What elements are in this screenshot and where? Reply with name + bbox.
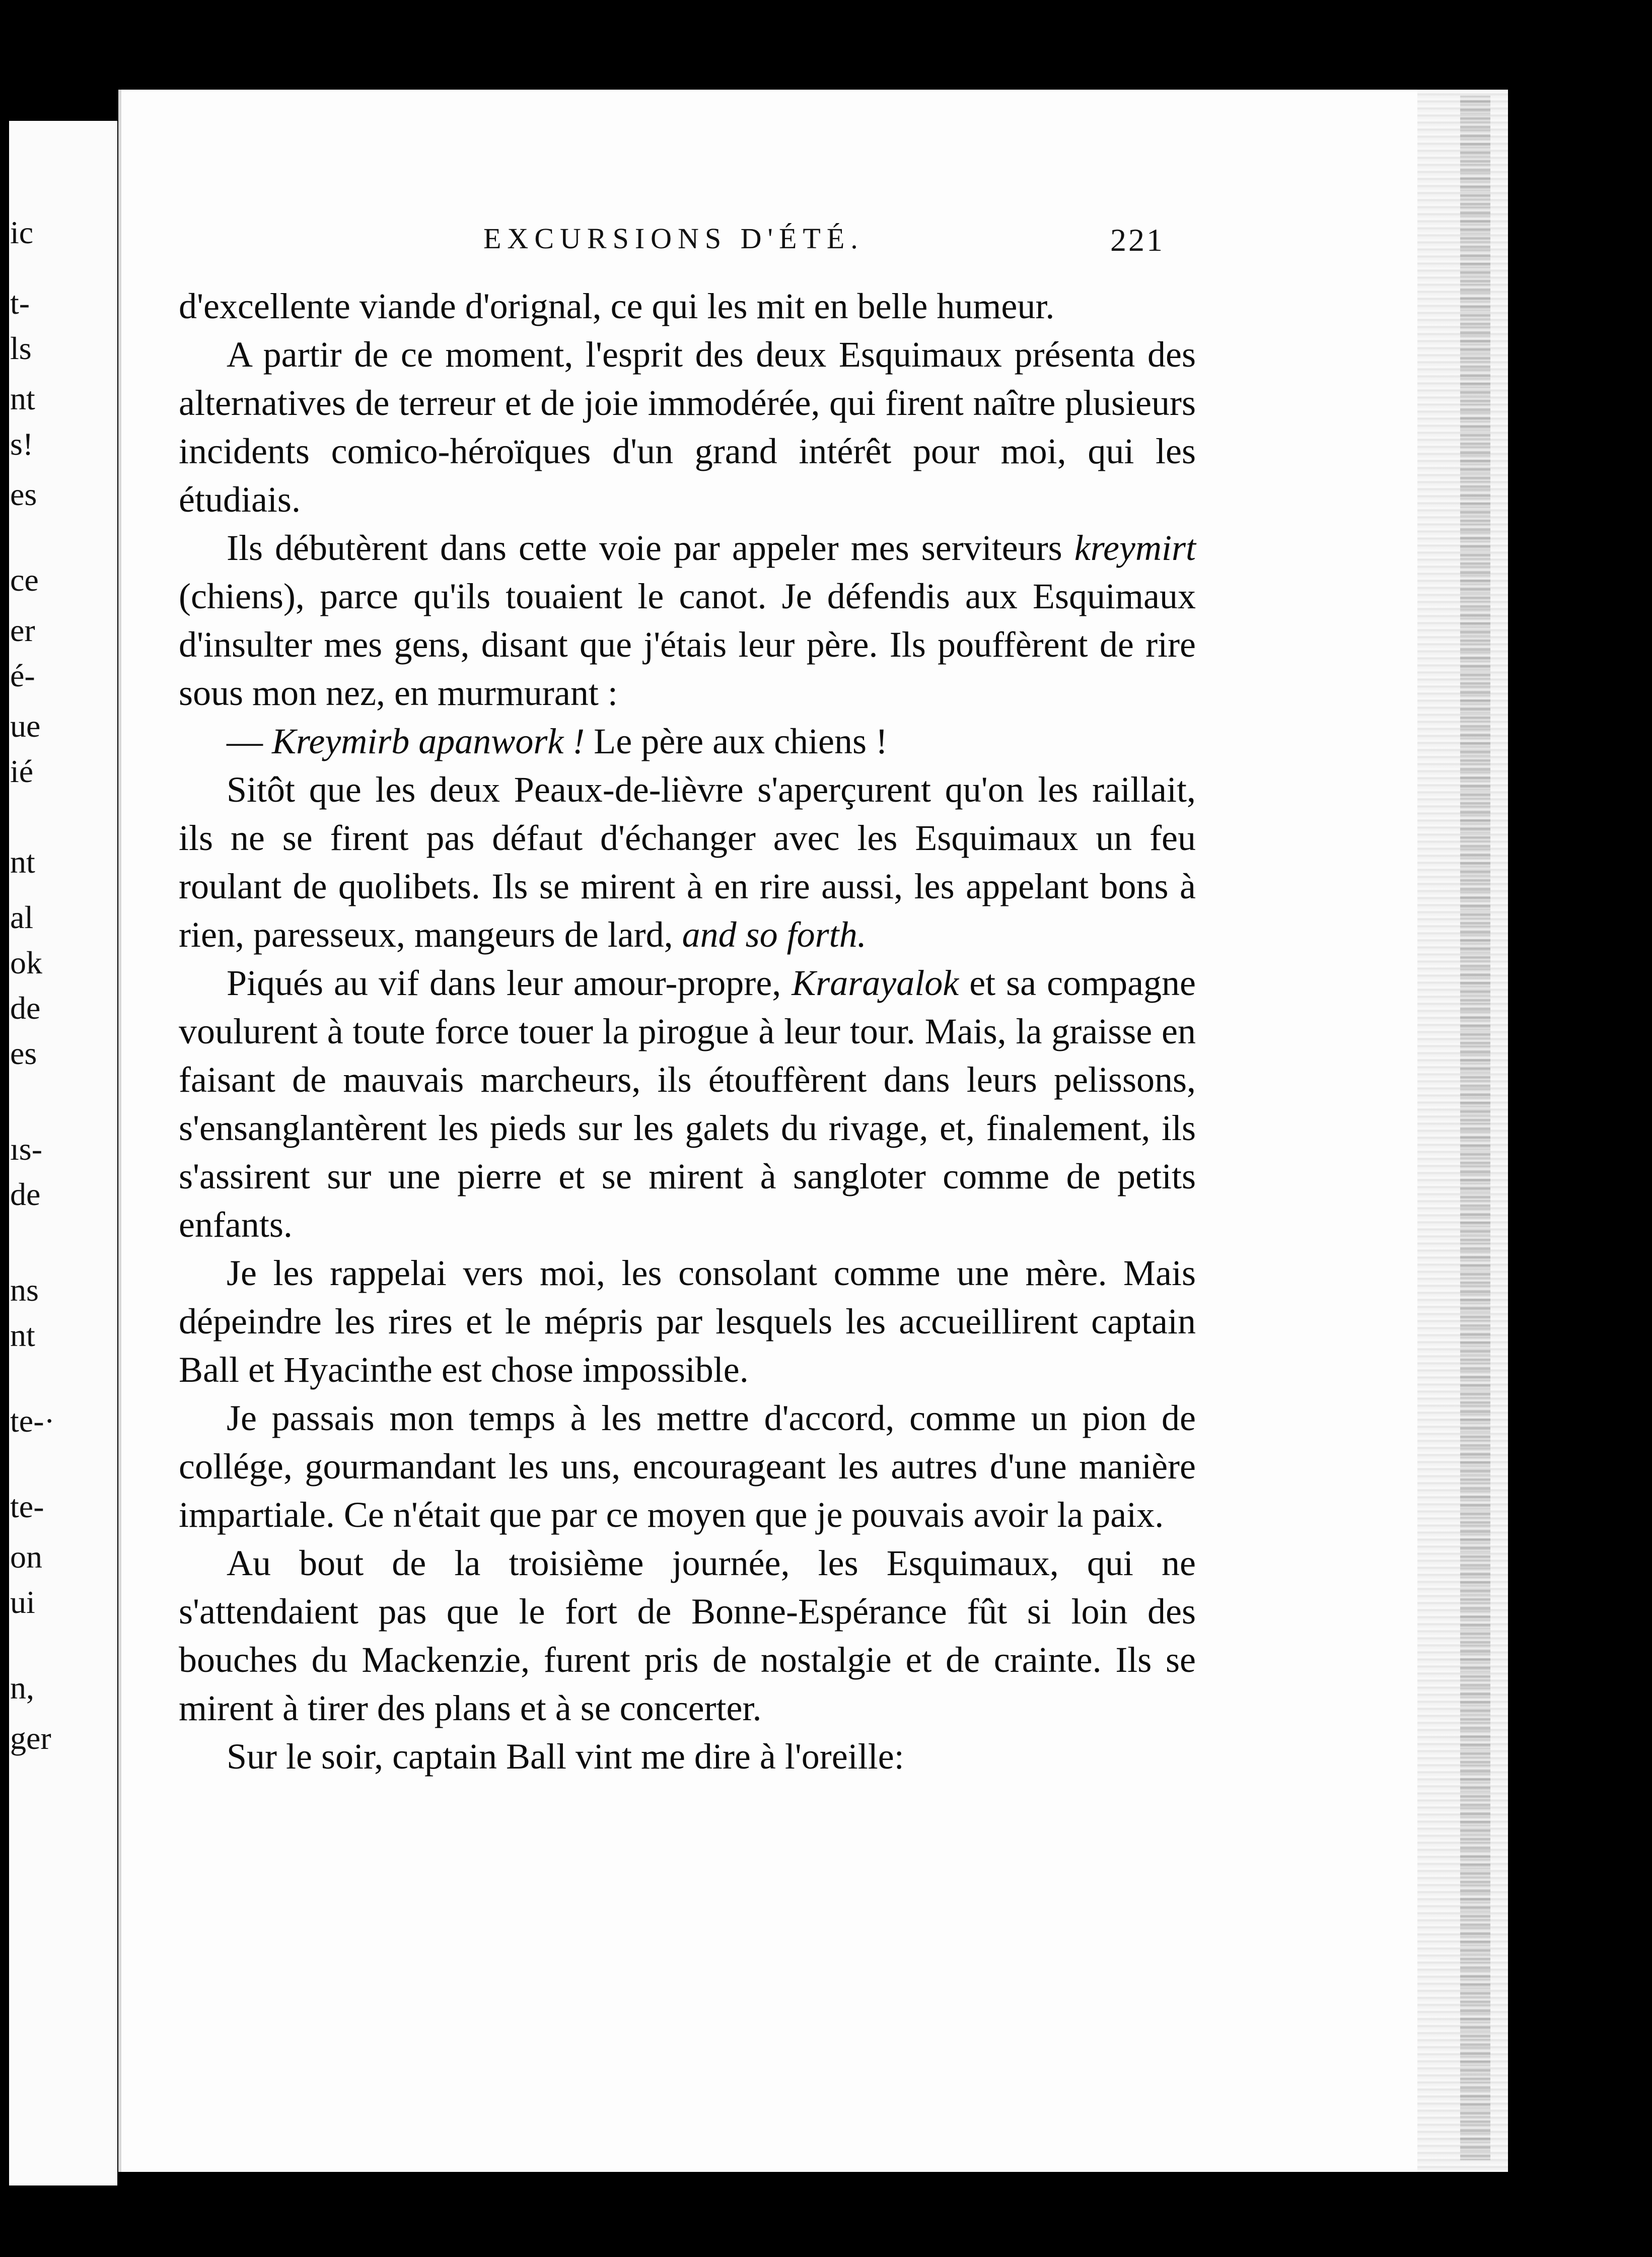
previous-page-fragment: nt xyxy=(10,844,35,880)
previous-page-fragment: de xyxy=(10,1176,41,1212)
text-run: (chiens), parce qu'ils touaient le canot. Je défendis aux Esquimaux d'insulter mes gens, disant que j'étais leur père. Ils pouffèrent de rire sous mon nez, en murmurant : xyxy=(179,576,1196,713)
previous-page-fragment: ls xyxy=(10,330,32,366)
previous-page-fragment: t- xyxy=(10,285,30,321)
previous-page-fragment: ger xyxy=(10,1720,51,1756)
previous-page-fragment: es xyxy=(10,476,37,512)
paragraph xyxy=(179,717,1196,765)
text-run: Le père aux chiens ! xyxy=(585,721,888,761)
text-run: Sitôt que les deux Peaux-de-lièvre s'aperçurent qu'on les raillait, ils ne se firent pas défaut d'échanger avec les Esquimaux un feu roulant de quolibets. Ils se mirent à en rire aussi, les appelant bons à rien, paresseux, mangeurs de lard, xyxy=(179,769,1196,955)
previous-page-fragment: ns xyxy=(10,1272,39,1308)
paragraph xyxy=(179,330,1196,524)
paragraph xyxy=(179,524,1196,717)
page-number: 221 xyxy=(1110,222,1165,258)
text-run: Je passais mon temps à les mettre d'accord, comme un pion de collége, gourmandant les uns, encourageant les autres d'une manière impartiale. Ce n'était que par ce moyen que je pouvais avoir la paix. xyxy=(179,1398,1196,1535)
text-run: Je les rappelai vers moi, les consolant comme une mère. Mais dépeindre les rires et le mépris par lesquels les accueillirent captain Ball et Hyacinthe est chose impossible. xyxy=(179,1253,1196,1390)
paragraph xyxy=(179,765,1196,959)
previous-page-fragment: ui xyxy=(10,1584,35,1620)
italic-phrase: Kreymirb apanwork ! xyxy=(272,721,585,761)
text-run: Piqués au vif dans leur amour-propre, xyxy=(227,963,792,1003)
previous-page-fragment: er xyxy=(10,612,35,648)
text-run: d'excellente viande d'orignal, ce qui les mit en belle humeur. xyxy=(179,286,1055,326)
text-run: A partir de ce moment, l'esprit des deux Esquimaux présenta des alternatives de terreur et de joie immodérée, qui firent naître plusieurs incidents comico-héroïques d'un grand intérêt pour moi, qui les étudiais. xyxy=(179,334,1196,520)
previous-page-fragment: ié xyxy=(10,753,34,789)
previous-page-fragment: nt xyxy=(10,381,35,416)
previous-page-fragment: nt xyxy=(10,1317,35,1353)
previous-page-fragment: n, xyxy=(10,1670,34,1706)
previous-page-fragment: ue xyxy=(10,708,41,744)
italic-phrase: Krarayalok xyxy=(792,963,959,1003)
paragraph xyxy=(179,282,1196,330)
text-run: — xyxy=(227,721,272,761)
previous-page-fragment: é- xyxy=(10,658,35,693)
italic-phrase: and so forth. xyxy=(682,914,867,955)
text-run: et sa compagne voulurent à toute force touer la pirogue à leur tour. Mais, la graisse en faisant de mauvais marcheurs, ils étouffèrent dans leurs pelissons, s'ensanglantèrent les pieds sur les galets du rivage, et, finalement, ils s'assirent sur une pierre et se mirent à sangloter comme de petits enfants. xyxy=(179,963,1196,1245)
previous-page-fragment: on xyxy=(10,1539,42,1575)
text-run: Sur le soir, captain Ball vint me dire à l'oreille: xyxy=(227,1736,904,1777)
paragraph xyxy=(179,1394,1196,1539)
page-edge-shadow xyxy=(1460,96,1490,2160)
paragraph xyxy=(179,1539,1196,1732)
previous-page-fragment: ıs- xyxy=(10,1131,42,1167)
body-text xyxy=(179,282,1196,1781)
previous-page-fragment: ic xyxy=(10,215,34,250)
paragraph xyxy=(179,1732,1196,1781)
previous-page-fragment: ce xyxy=(10,562,39,598)
previous-page-fragment: s! xyxy=(10,426,34,462)
previous-page-fragment: te-· xyxy=(10,1403,55,1439)
text-run: Ils débutèrent dans cette voie par appeler mes serviteurs xyxy=(227,528,1074,568)
previous-page-fragment: al xyxy=(10,899,34,935)
previous-page-fragment: te- xyxy=(10,1489,44,1524)
previous-page-strip xyxy=(9,121,117,2185)
italic-phrase: kreymirt xyxy=(1074,528,1196,568)
previous-page-fragment: es xyxy=(10,1035,37,1071)
running-head: EXCURSIONS D'ÉTÉ. xyxy=(483,222,864,255)
previous-page-fragment: ok xyxy=(10,945,42,980)
paragraph xyxy=(179,959,1196,1249)
paragraph xyxy=(179,1249,1196,1394)
previous-page-fragment: de xyxy=(10,990,41,1026)
text-run: Au bout de la troisième journée, les Esquimaux, qui ne s'attendaient pas que le fort de Bonne-Espérance fût si loin des bouches du Mackenzie, furent pris de nostalgie et de crainte. Ils se mirent à tirer des plans et à se concerter. xyxy=(179,1543,1196,1728)
